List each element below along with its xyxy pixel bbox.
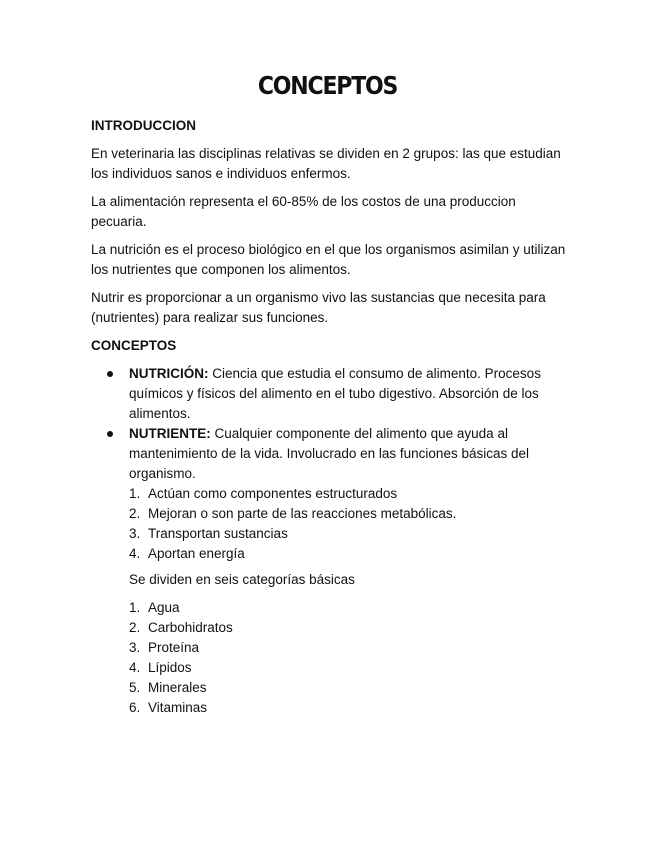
- document-title: CONCEPTOS: [257, 72, 398, 101]
- paragraph-disciplines: En veterinaria las disciplinas relativas se dividen en 2 grupos: las que estudian los individuos sanos e individuos enfermos.: [91, 146, 561, 181]
- bullet-icon: [107, 431, 113, 437]
- list-item: [129, 524, 571, 544]
- paragraph-nutrition-process: La nutrición es el proceso biológico en el que los organismos asimilan y utilizan los nutrientes que componen los alimentos.: [91, 242, 566, 277]
- intro-heading: INTRODUCCION: [91, 118, 196, 133]
- list-text: Agua: [148, 600, 180, 615]
- list-item: [129, 598, 571, 618]
- list-text: Carbohidratos: [148, 620, 233, 635]
- concepts-heading: CONCEPTOS: [91, 338, 177, 353]
- list-item: [129, 638, 571, 658]
- list-item: [129, 618, 571, 638]
- list-text: Minerales: [148, 680, 207, 695]
- concepts-list: [91, 364, 571, 564]
- list-text: Mejoran o son parte de las reacciones metabólicas.: [148, 506, 457, 521]
- list-item: [129, 484, 571, 504]
- list-text: Actúan como componentes estructurados: [148, 486, 398, 501]
- concept-term: NUTRICIÓN:: [129, 366, 209, 381]
- paragraph-nourish: Nutrir es proporcionar a un organismo vivo las sustancias que necesita para (nutrientes) para realizar sus funciones.: [91, 290, 546, 325]
- list-item: [129, 698, 571, 718]
- concept-item-nutricion: [91, 364, 571, 424]
- paragraph-feeding-costs: La alimentación representa el 60-85% de los costos de una produccion pecuaria.: [91, 194, 516, 229]
- categories-section: [91, 570, 571, 718]
- list-text: Transportan sustancias: [148, 526, 288, 541]
- list-number: 4.: [129, 660, 141, 675]
- list-number: 6.: [129, 700, 141, 715]
- categories-list: [129, 598, 571, 718]
- list-item: [129, 658, 571, 678]
- list-text: Lípidos: [148, 660, 192, 675]
- nutrient-functions-list: [129, 484, 571, 564]
- list-number: 1.: [129, 600, 141, 615]
- concept-item-nutriente: [91, 424, 571, 564]
- list-number: 3.: [129, 526, 141, 541]
- list-item: [129, 504, 571, 524]
- concept-definition: Cualquier componente del alimento que ayuda al mantenimiento de la vida. Involucrado en las funciones básicas del organismo.: [129, 426, 529, 481]
- list-text: Aportan energía: [148, 546, 245, 561]
- list-number: 5.: [129, 680, 141, 695]
- list-number: 3.: [129, 640, 141, 655]
- list-number: 2.: [129, 620, 141, 635]
- list-text: Vitaminas: [148, 700, 208, 715]
- categories-intro: Se dividen en seis categorías básicas: [129, 572, 355, 587]
- list-number: 2.: [129, 506, 141, 521]
- list-number: 1.: [129, 486, 141, 501]
- list-number: 4.: [129, 546, 141, 561]
- list-item: [129, 678, 571, 698]
- document-body: [91, 116, 571, 718]
- concept-definition: Ciencia que estudia el consumo de alimento. Procesos químicos y físicos del alimento en el tubo digestivo. Absorción de los alimentos.: [129, 366, 541, 421]
- concept-term: NUTRIENTE:: [129, 426, 211, 441]
- list-item: [129, 544, 571, 564]
- bullet-icon: [107, 371, 113, 377]
- list-text: Proteína: [148, 640, 200, 655]
